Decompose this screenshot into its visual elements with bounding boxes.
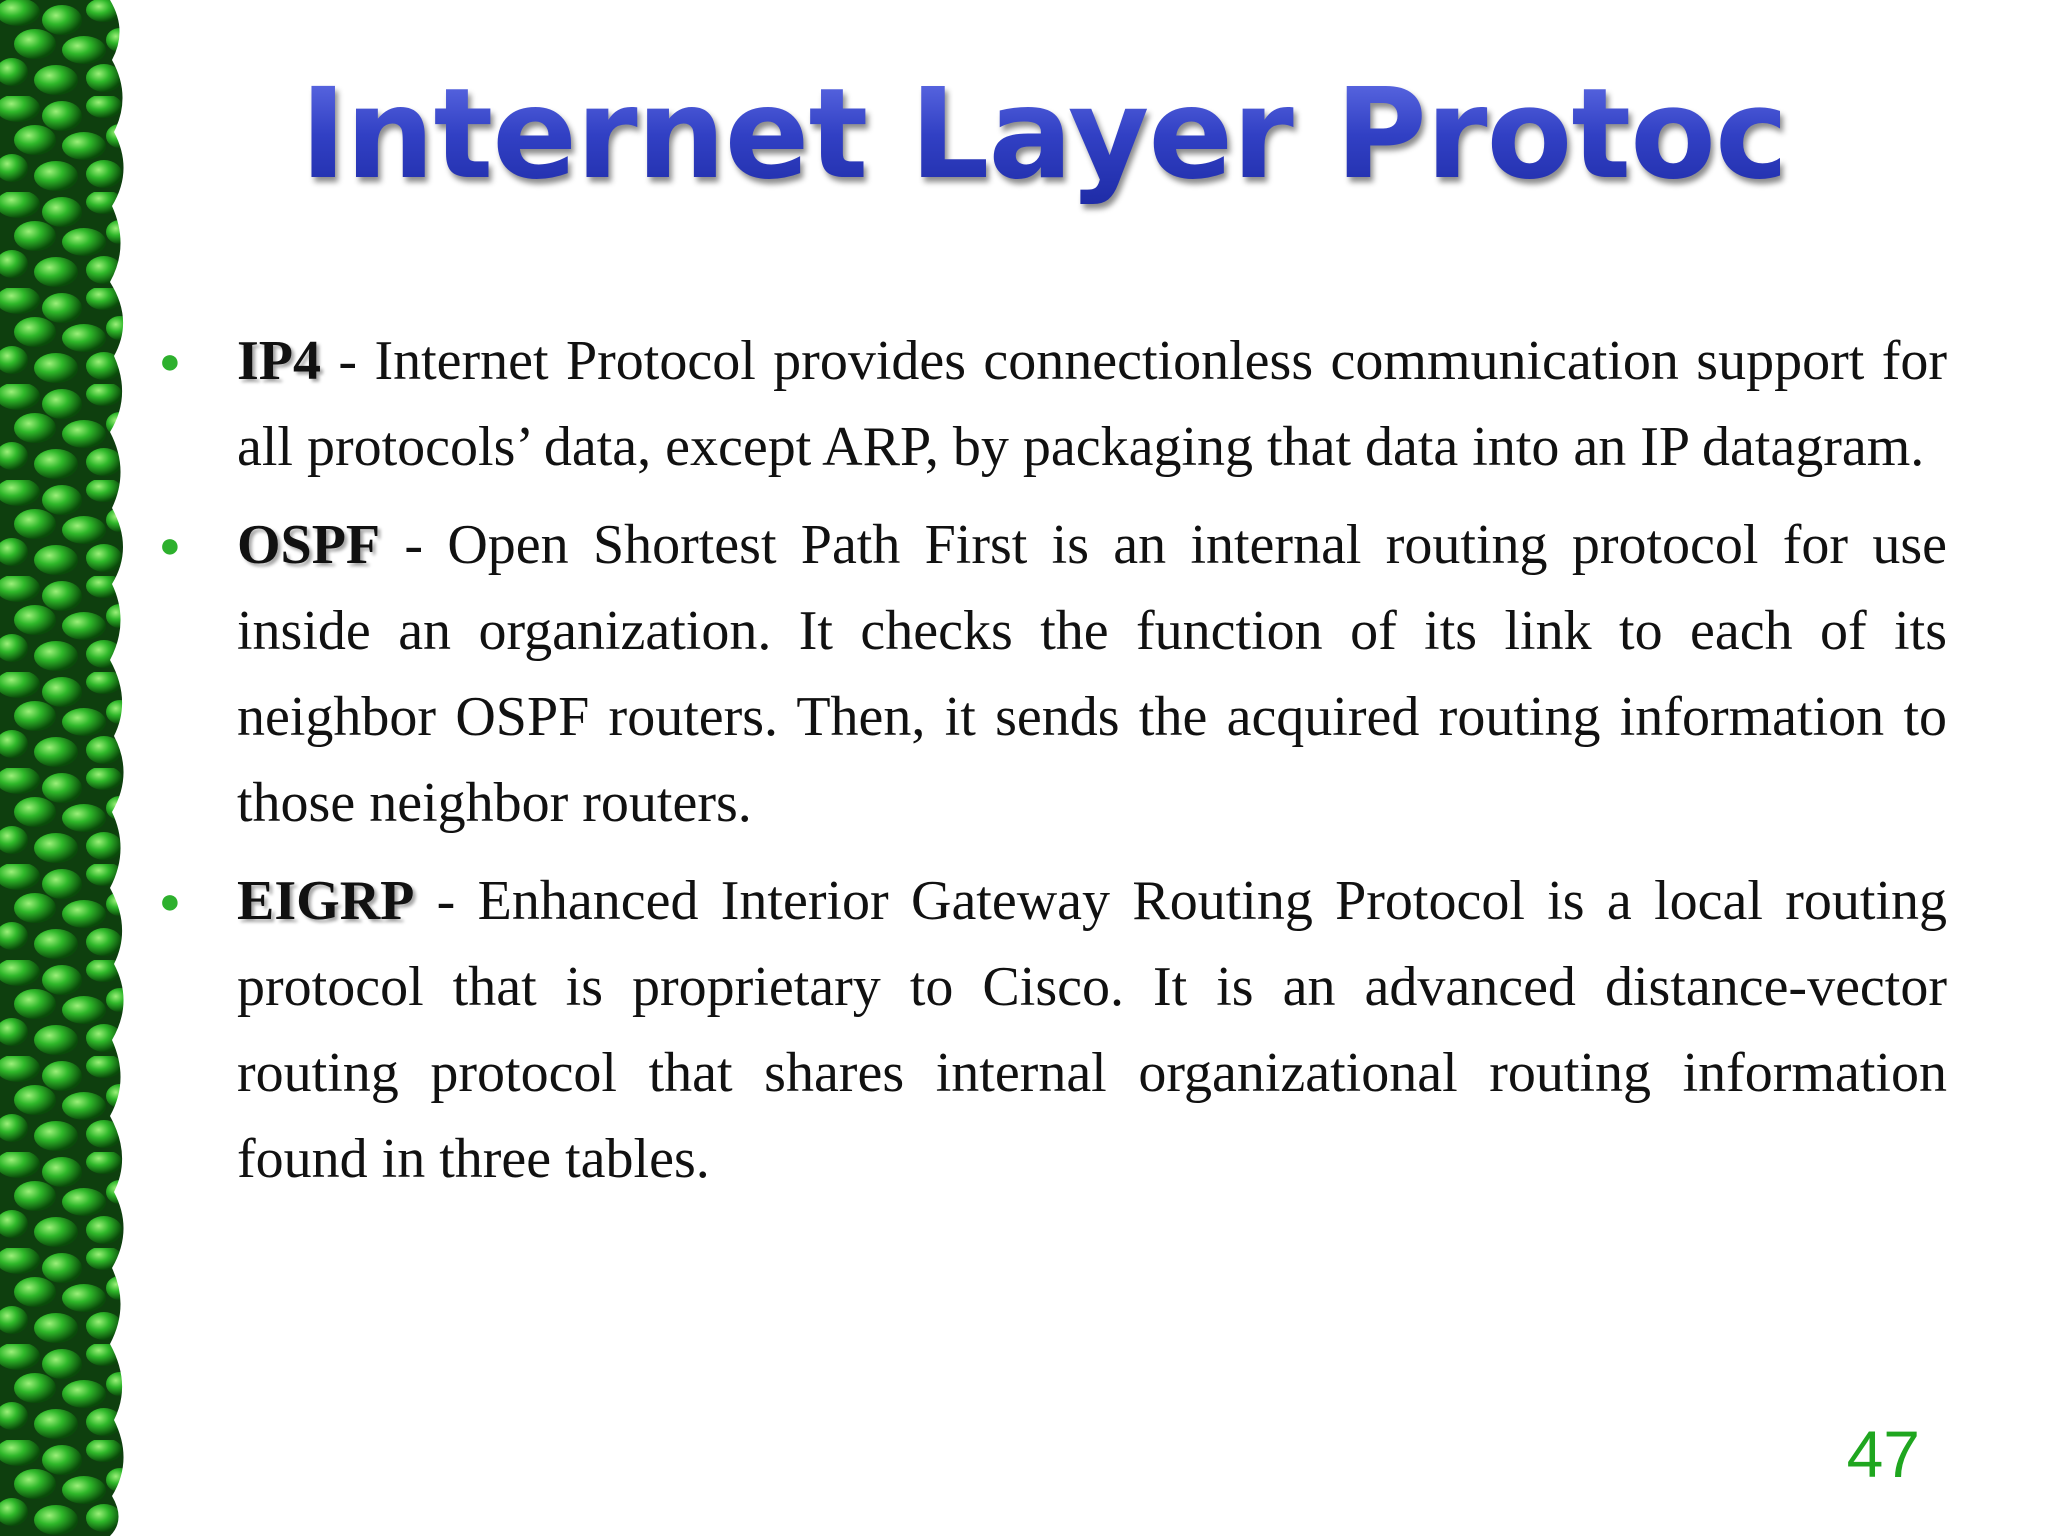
bullet-term: IP4 [237,330,321,392]
bullet-item-ip4 [159,318,1947,490]
leaf-border-decoration [0,0,135,1536]
bullet-paragraph [237,858,1947,1202]
bullet-marker-icon: ● [159,881,181,921]
bullet-description: Internet Protocol provides connectionless communication support for all protocols’ data, except ARP, by packaging that data into an IP datagram. [237,330,1947,478]
bullet-item-ospf [159,502,1947,846]
bullet-term: EIGRP [237,870,415,932]
bullet-list [159,318,1948,1214]
bullet-item-eigrp [159,858,1948,1202]
bullet-marker-icon: ● [159,341,181,381]
page-number: 47 [1846,1417,1920,1491]
bullet-separator: - [414,870,478,932]
bullet-separator: - [380,514,448,576]
bullet-marker-icon: ● [159,525,181,565]
bullet-description: Open Shortest Path First is an internal routing protocol for use inside an organization. It checks the function of its link to each of its neighbor OSPF routers. Then, it sends the acquired routing information to those neighbor routers. [237,514,1947,834]
bullet-description: Enhanced Interior Gateway Routing Protocol is a local routing protocol that is proprietary to Cisco. It is an advanced distance-vector routing protocol that shares internal organizational routing information found in three tables. [237,870,1948,1190]
bullet-separator: - [321,330,375,392]
bullet-paragraph [237,502,1947,846]
slide-title: Internet Layer Protocols [300,50,1780,220]
bullet-term: OSPF [237,514,381,576]
bullet-paragraph [237,318,1947,490]
